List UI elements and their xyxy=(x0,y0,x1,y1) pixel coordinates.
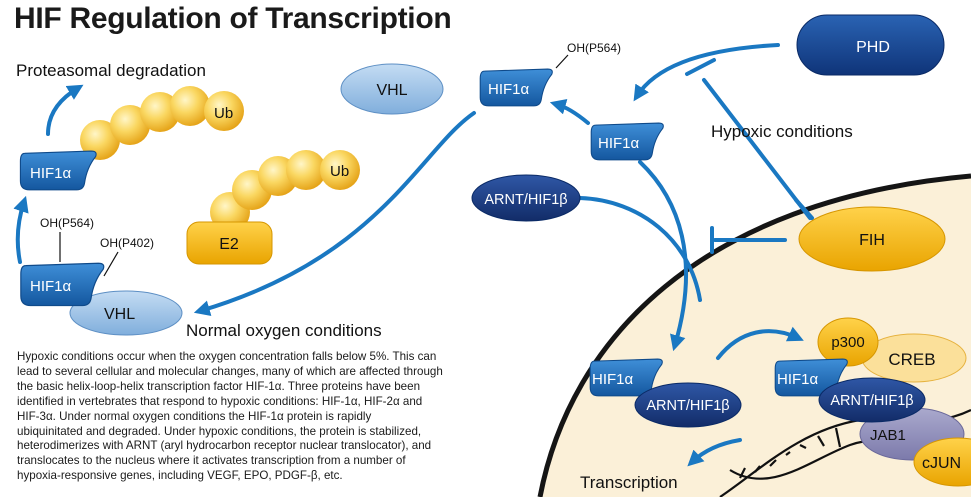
hif1a-stabilized xyxy=(591,123,663,160)
svg-text:p300: p300 xyxy=(831,334,865,351)
arrow-hif-hydroxylated-up xyxy=(18,202,24,262)
svg-text:HIF1α: HIF1α xyxy=(598,135,640,152)
arrow-phd-to-hif xyxy=(637,45,778,96)
arnt-complex xyxy=(819,378,925,422)
svg-text:PHD: PHD xyxy=(856,39,890,56)
svg-text:HIF1α: HIF1α xyxy=(30,165,72,182)
svg-text:cJUN: cJUN xyxy=(922,455,962,472)
label-oh-p564-top: OH(P564) xyxy=(567,41,622,55)
svg-text:CREB: CREB xyxy=(888,350,936,369)
svg-text:ARNT/HIF1β: ARNT/HIF1β xyxy=(646,398,730,414)
label-normal-oxygen: Normal oxygen conditions xyxy=(186,321,382,340)
e2-enzyme xyxy=(187,222,272,264)
phd-enzyme xyxy=(797,15,944,75)
svg-text:VHL: VHL xyxy=(376,82,408,99)
svg-text:JAB1: JAB1 xyxy=(870,427,906,444)
hif1a-hydroxylated-top xyxy=(480,69,552,106)
svg-text:ARNT/HIF1β: ARNT/HIF1β xyxy=(830,393,914,409)
ub-label-top: Ub xyxy=(214,105,234,122)
description-text: Hypoxic conditions occur when the oxygen concentration falls below 5%. This can lead to several cellular and molecular changes, many of which are affected through the basic helix-loop-helix transcription factor HIF-1α. Three proteins have been identified in vertebrates that respond to hypoxic conditions: HIF-1α, HIF-2α and HIF-3α. Under normal oxygen conditions the HIF-1α protein is rapidly ubiquinitated and degraded. Under hypoxic conditions, the protein is stabilized, heterodimerizes with ARNT (aryl hydrocarbon receptor nuclear translocator), and translocates to the nucleus where it activates transcription from a number of hypoxia-responsive genes, including VEGF, EPO, PDGF-β, etc. xyxy=(17,350,443,483)
svg-text:HIF1α: HIF1α xyxy=(777,371,819,388)
hif1a-hydroxylated-bound xyxy=(21,263,104,305)
label-transcription: Transcription xyxy=(580,473,678,492)
vhl-free xyxy=(341,64,443,114)
ub-label-e2: Ub xyxy=(330,163,350,180)
arnt-nuclear xyxy=(635,383,741,427)
hif1a-ubiquitinated xyxy=(20,151,96,190)
label-proteasomal-degradation: Proteasomal degradation xyxy=(16,61,206,80)
svg-text:HIF1α: HIF1α xyxy=(488,81,530,98)
svg-text:FIH: FIH xyxy=(859,232,885,249)
arrow-to-degradation xyxy=(48,88,78,134)
ub-chain-top xyxy=(80,86,244,160)
p300 xyxy=(818,318,878,366)
arrow-hif-to-hydroxylated xyxy=(556,104,588,123)
fih-enzyme xyxy=(799,207,945,271)
arnt-free xyxy=(472,175,580,221)
label-oh-p564-left: OH(P564) xyxy=(40,216,95,230)
svg-text:ARNT/HIF1β: ARNT/HIF1β xyxy=(484,192,568,208)
svg-text:VHL: VHL xyxy=(104,306,136,323)
label-hypoxic-conditions: Hypoxic conditions xyxy=(711,122,853,141)
svg-text:HIF1α: HIF1α xyxy=(30,278,72,295)
inhibition-line-phd xyxy=(704,80,810,218)
label-oh-p402: OH(P402) xyxy=(100,236,155,250)
svg-text:HIF1α: HIF1α xyxy=(592,371,634,388)
page-title: HIF Regulation of Transcription xyxy=(14,2,452,35)
svg-text:E2: E2 xyxy=(219,236,239,253)
inhibition-bar-phd xyxy=(687,60,714,74)
